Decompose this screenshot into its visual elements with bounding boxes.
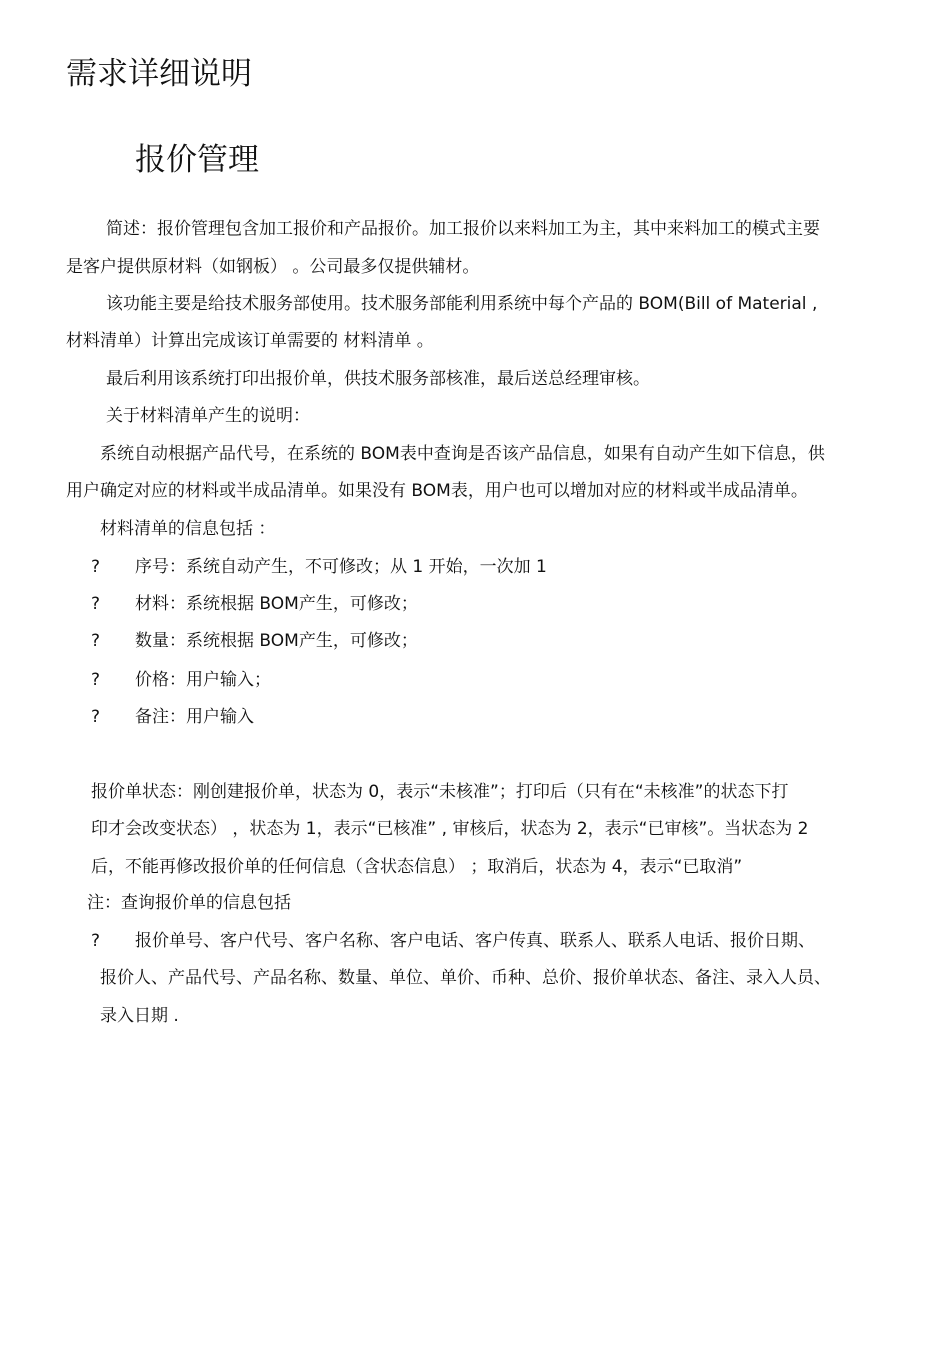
bullet-marker: ? <box>91 557 101 577</box>
query-note: 注：查询报价单的信息包括 <box>87 893 291 913</box>
field-item-quantity: 数量：系统根据 BOM产生，可修改； <box>135 631 418 651</box>
bullet-marker: ? <box>91 594 101 614</box>
bullet-marker: ? <box>91 631 101 651</box>
section-title: 报价管理 <box>135 142 259 178</box>
bom-line-1: 系统自动根据产品代号，在系统的 BOM表中查询是否该产品信息，如果有自动产生如下信息，供 <box>100 444 825 464</box>
bom-line-3: 材料清单的信息包括 ： <box>100 519 276 539</box>
field-item-price: 价格：用户输入； <box>135 670 271 690</box>
intro-line-1: 简述：报价管理包含加工报价和产品报价。加工报价以来料加工为主，其中来料加工的模式主要 <box>106 219 820 239</box>
page-title: 需求详细说明 <box>66 56 252 92</box>
intro-line-6: 关于材料清单产生的说明： <box>106 406 310 426</box>
bullet-marker: ? <box>91 931 101 951</box>
bullet-marker: ? <box>91 670 101 690</box>
field-item-serial: 序号：系统自动产生，不可修改；从 1 开始，一次加 1 <box>135 557 547 577</box>
field-item-material: 材料：系统根据 BOM产生，可修改； <box>135 594 418 614</box>
intro-line-4: 材料清单）计算出完成该订单需要的 材料清单 。 <box>66 331 434 351</box>
status-line-2: 印才会改变状态） ，状态为 1，表示“已核准” , 审核后，状态为 2，表示“已审核”。当状态为 2 <box>91 819 809 839</box>
query-fields-line-1: 报价单号、客户代号、客户名称、客户电话、客户传真、联系人、联系人电话、报价日期、 <box>135 931 815 951</box>
bullet-marker: ? <box>91 707 101 727</box>
intro-line-3: 该功能主要是给技术服务部使用。技术服务部能利用系统中每个产品的 BOM(Bill of Material , <box>106 294 818 314</box>
query-fields-line-3: 录入日期 . <box>100 1006 179 1026</box>
query-fields-line-2: 报价人、产品代号、产品名称、数量、单位、单价、币种、总价、报价单状态、备注、录入人员、 <box>100 968 831 988</box>
field-item-remark: 备注：用户输入 <box>135 707 254 727</box>
bom-line-2: 用户确定对应的材料或半成品清单。如果没有 BOM表，用户也可以增加对应的材料或半成品清单。 <box>66 481 808 501</box>
status-line-1: 报价单状态：刚创建报价单，状态为 0，表示“未核准”；打印后（只有在“未核准”的状态下打 <box>91 782 789 802</box>
intro-line-5: 最后利用该系统打印出报价单，供技术服务部核准，最后送总经理审核。 <box>106 369 650 389</box>
intro-line-2: 是客户提供原材料（如钢板） 。公司最多仅提供辅材。 <box>66 257 480 277</box>
status-line-3: 后，不能再修改报价单的任何信息（含状态信息） ；取消后，状态为 4，表示“已取消” <box>91 857 743 877</box>
